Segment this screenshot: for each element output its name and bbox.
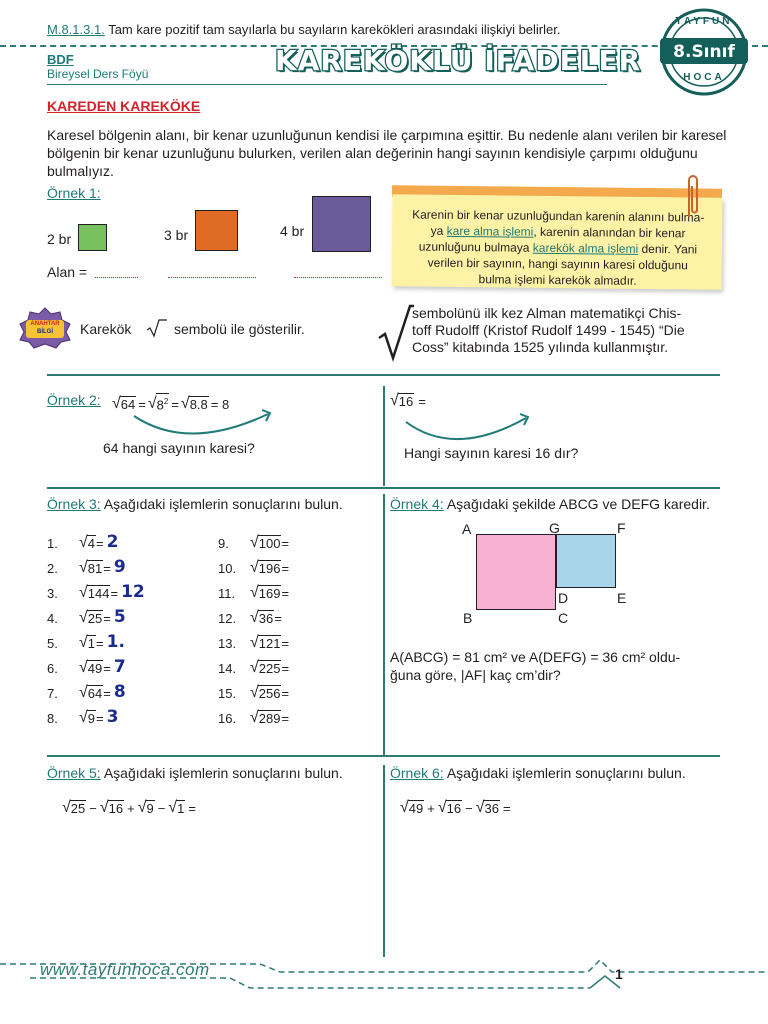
exercise-sqrt: √ 64 xyxy=(79,684,103,701)
point-e: E xyxy=(617,590,627,606)
answer-blank[interactable] xyxy=(282,610,322,626)
intro-paragraph: Karesel bölgenin alanı, bir kenar uzunluğunun kendisi ile çarpımına eşittir. Bu nedenle alanı verilen bir karesel bölgenin bir kenar uzunluğunu bulurken, verilen alan değerinin hangi sayının kendisiyle çarpımı olduğunu bulmalıyız. xyxy=(47,127,727,179)
divider-vertical-2 xyxy=(383,494,385,756)
handwritten-answer[interactable]: 9 xyxy=(113,557,126,577)
exercise-radicand: 4 xyxy=(87,536,96,551)
handwritten-answer[interactable]: 8 xyxy=(113,682,126,702)
karekok-alma-link: karekök alma işlemi xyxy=(532,240,639,256)
point-c: C xyxy=(558,610,569,626)
arc-arrow-icon xyxy=(400,410,534,446)
exercise-sqrt: √ 169 xyxy=(250,584,281,601)
example1-label: Örnek 1: xyxy=(47,185,101,201)
sqrt-8-squared: √ $8^2$ xyxy=(148,393,169,412)
point-g: G xyxy=(549,520,560,536)
answer-blank[interactable] xyxy=(289,635,329,651)
equals-sign: = xyxy=(281,586,290,601)
square2-label: 3 br xyxy=(164,227,189,243)
exercise-number: 3. xyxy=(47,586,58,601)
note-line-5: bulma işlemi karekök almadır. xyxy=(478,272,637,288)
exercise-number: 2. xyxy=(47,561,58,576)
sqrt-16: √ 16 xyxy=(437,799,462,816)
karekok-word: Karekök xyxy=(80,321,132,337)
equals-sign: = xyxy=(103,561,111,576)
note-box xyxy=(392,194,723,289)
exercise-radicand: 9 xyxy=(87,711,96,726)
equals-sign: = xyxy=(281,661,290,676)
paperclip-icon xyxy=(684,172,702,222)
exercise-number: 8. xyxy=(47,711,58,726)
exercise-sqrt: √ 225 xyxy=(250,659,281,676)
exercise-sqrt: √ 289 xyxy=(250,709,281,726)
outcome-line xyxy=(47,22,560,37)
equals-sign: = xyxy=(274,611,282,626)
handwritten-answer[interactable]: 3 xyxy=(106,707,119,727)
example5-label: Örnek 5: xyxy=(47,765,101,781)
exercise-row xyxy=(218,701,378,726)
exercise-number: 4. xyxy=(47,611,58,626)
exercise-row xyxy=(47,551,207,576)
outcome-text: Tam kare pozitif tam sayılarla bu sayıların karekökleri arasındaki ilişkiyi belirler. xyxy=(108,22,561,37)
answer-blank[interactable] xyxy=(289,660,329,676)
answer-line-1[interactable] xyxy=(95,276,138,278)
example2-result: = 8 xyxy=(210,397,230,413)
exercise-radicand: 49 xyxy=(87,661,103,676)
karekok-desc: sembolü ile gösterilir. xyxy=(174,321,305,337)
example3-heading xyxy=(47,496,343,512)
equals-sign: = xyxy=(103,611,111,626)
note-text-2b: , karenin alanından bir kenar xyxy=(533,224,686,241)
exercise-row xyxy=(218,626,378,651)
exercise-number: 10. xyxy=(218,561,237,576)
answer-blank[interactable] xyxy=(289,560,329,576)
exercise-sqrt: √ 9 xyxy=(79,709,96,726)
right2-equation: √ 16 = xyxy=(390,392,426,409)
history-line-1: sembolünü ilk kez Alman matematikçi Chis- xyxy=(412,305,682,321)
equals-sign: = xyxy=(103,686,111,701)
answer-blank[interactable] xyxy=(289,685,329,701)
exercise-number: 13. xyxy=(218,636,237,651)
large-sqrt-icon xyxy=(378,304,414,362)
square1-label: 2 br xyxy=(47,231,72,247)
anahtar-bilgi-badge xyxy=(16,306,74,350)
exercise-number: 16. xyxy=(218,711,237,726)
point-b: B xyxy=(463,610,473,626)
exercise-sqrt: √ 81 xyxy=(79,559,103,576)
header-underline xyxy=(47,84,607,85)
exercise-radicand: 1 xyxy=(87,636,96,651)
example4-text: Aşağıdaki şekilde ABCG ve DEFG karedir. xyxy=(446,496,710,512)
exercise-row xyxy=(218,551,378,576)
exercise-number: 1. xyxy=(47,536,58,551)
history-line-3: Coss” kitabında 1525 yılında kullanmıştır. xyxy=(412,339,669,355)
exercise-sqrt: √ 49 xyxy=(79,659,103,676)
example5-equation: √ 25 − √ 16 + √ 9 − √ 1 = xyxy=(62,799,196,816)
sqrt-8x8: √ 8.8 xyxy=(180,395,208,413)
footer-site[interactable]: www.tayfunhoca.com xyxy=(40,960,210,979)
example6-heading xyxy=(390,765,686,781)
key-info-icon xyxy=(16,306,74,350)
example2-question: 64 hangi sayının karesi? xyxy=(103,440,255,456)
equals-sign: = xyxy=(281,636,290,651)
exercise-number: 7. xyxy=(47,686,58,701)
exercise-radicand: 196 xyxy=(258,561,281,576)
example2-label: Örnek 2: xyxy=(47,392,101,408)
exercise-radicand: 36 xyxy=(258,611,274,626)
exercise-sqrt: √ 100 xyxy=(250,534,281,551)
exercise-sqrt: √ 256 xyxy=(250,684,281,701)
bdf-label: BDF xyxy=(47,52,74,67)
kare-alma-link: kare alma işlemi xyxy=(446,223,534,239)
exercise-radicand: 144 xyxy=(87,586,110,601)
equals-sign: = xyxy=(96,536,104,551)
example6-text: Aşağıdaki işlemlerin sonuçlarını bulun. xyxy=(446,765,686,781)
exercise-number: 5. xyxy=(47,636,58,651)
sqrt-49: √ 49 xyxy=(400,799,424,816)
sqrt-1: √ 1 xyxy=(168,799,185,816)
example2-equation: √ 64 = √ $8^2$ = √ 8.8 = 8 xyxy=(112,393,229,412)
equals-sign: = xyxy=(281,561,290,576)
answer-blank[interactable] xyxy=(289,535,329,551)
exercise-sqrt: √ 196 xyxy=(250,559,281,576)
badge-top-text: TAYFUN xyxy=(675,16,733,27)
exercise-row xyxy=(47,626,207,651)
anahtar-text: ANAHTAR xyxy=(30,321,60,327)
example6-label: Örnek 6: xyxy=(390,765,444,781)
exercise-radicand: 225 xyxy=(258,661,281,676)
exercise-row xyxy=(218,526,378,551)
note-line-4: verilen bir sayının, hangi sayının karesi olduğunu xyxy=(427,255,688,273)
equals-sign: = xyxy=(281,536,290,551)
bdf-subtitle: Bireysel Ders Föyü xyxy=(47,67,149,81)
handwritten-answer[interactable]: 5 xyxy=(113,607,126,627)
exercise-row xyxy=(218,601,378,626)
orange-square xyxy=(195,210,238,251)
note-text-3b: denir. Yani xyxy=(638,241,698,257)
exercise-radicand: 81 xyxy=(87,561,103,576)
exercise-sqrt: √ 25 xyxy=(79,609,103,626)
square-defg xyxy=(556,534,616,588)
equals-sign: = xyxy=(103,661,111,676)
equals-sign: = xyxy=(110,586,119,601)
answer-blank[interactable] xyxy=(289,710,329,726)
example3-right-list xyxy=(218,526,378,726)
sqrt-16: √ 16 xyxy=(99,799,124,816)
exercise-radicand: 25 xyxy=(87,611,103,626)
exercise-sqrt: √ 36 xyxy=(250,609,274,626)
answer-line-2[interactable] xyxy=(168,276,256,278)
answer-blank[interactable] xyxy=(289,585,329,601)
exercise-radicand: 100 xyxy=(258,536,281,551)
exercise-row xyxy=(218,676,378,701)
example4-label: Örnek 4: xyxy=(390,496,444,512)
exercise-number: 6. xyxy=(47,661,58,676)
answer-line-3[interactable] xyxy=(294,276,382,278)
point-d: D xyxy=(558,590,569,606)
divider-row-3 xyxy=(47,755,720,757)
handwritten-answer[interactable]: 7 xyxy=(113,657,126,677)
exercise-number: 15. xyxy=(218,686,237,701)
equals-sign: = xyxy=(96,711,104,726)
section-heading: KAREDEN KAREKÖKE xyxy=(47,98,201,114)
note-text-2a: ya xyxy=(430,223,447,238)
square3-label: 4 br xyxy=(280,223,305,239)
example6-equation: √ 49 + √ 16 − √ 36 = xyxy=(400,799,511,816)
outcome-code: M.8.1.3.1. xyxy=(47,22,105,37)
example4-question-1: A(ABCG) = 81 cm² ve A(DEFG) = 36 cm² oldu- xyxy=(390,649,681,665)
exercise-sqrt: √ 4 xyxy=(79,534,96,551)
exercise-row xyxy=(47,651,207,676)
sqrt-25: √ 25 xyxy=(62,799,86,816)
handwritten-answer[interactable]: 1. xyxy=(106,632,125,652)
divider-row-2 xyxy=(47,487,720,489)
divider-row-1 xyxy=(47,374,720,376)
purple-square xyxy=(312,196,371,252)
example5-text: Aşağıdaki işlemlerin sonuçlarını bulun. xyxy=(103,765,343,781)
exercise-row xyxy=(47,601,207,626)
badge-bottom-text: HOCA xyxy=(683,72,725,83)
note-text-3a: uzunluğunu bulmaya xyxy=(418,239,533,255)
exercise-number: 11. xyxy=(218,586,236,601)
exercise-sqrt: √ 121 xyxy=(250,634,281,651)
example3-left-list xyxy=(47,526,207,726)
sqrt-9: √ 9 xyxy=(137,799,154,816)
exercise-row xyxy=(47,526,207,551)
exercise-row xyxy=(47,676,207,701)
exercise-number: 12. xyxy=(218,611,237,626)
exercise-row xyxy=(218,651,378,676)
badge-grade-text: 8.Sınıf xyxy=(673,42,735,62)
point-f: F xyxy=(617,520,626,536)
example4-heading xyxy=(390,496,710,512)
sqrt-36: √ 36 xyxy=(475,799,499,816)
example4-question xyxy=(390,648,680,684)
exercise-row xyxy=(218,576,378,601)
exercise-row xyxy=(47,576,207,601)
sqrt-symbol-icon xyxy=(146,318,168,338)
alan-label: Alan = xyxy=(47,264,88,280)
page-title: KAREKÖKLÜ İFADELER xyxy=(275,44,642,77)
note-line-1: Karenin bir kenar uzunluğundan karenin alanını bulma- xyxy=(412,207,705,225)
history-line-2: toff Rudolff (Kristof Rudolf 1499 - 1545) “Die xyxy=(412,322,685,338)
example5-heading xyxy=(47,765,343,781)
equals-sign: = xyxy=(281,686,290,701)
exercise-radicand: 169 xyxy=(258,586,281,601)
exercise-sqrt: √ 1 xyxy=(79,634,96,651)
exercise-number: 14. xyxy=(218,661,237,676)
bilgi-text: BİLGİ xyxy=(37,329,53,335)
exercise-radicand: 256 xyxy=(258,686,281,701)
exercise-row xyxy=(47,701,207,726)
green-square xyxy=(78,224,107,251)
equals-sign: = xyxy=(96,636,104,651)
sqrt-64: √ 64 xyxy=(112,395,136,413)
sqrt-16: √ 16 xyxy=(390,392,414,409)
exercise-number: 9. xyxy=(218,536,229,551)
point-a: A xyxy=(462,521,472,537)
exercise-radicand: 64 xyxy=(87,686,103,701)
arc-arrow-icon xyxy=(128,406,280,442)
tayfun-hoca-badge xyxy=(654,6,754,98)
page-number: 1 xyxy=(615,966,623,982)
example4-question-2: ğuna göre, |AF| kaç cm’dir? xyxy=(390,667,561,683)
equals-sign: = xyxy=(281,711,290,726)
exercise-radicand: 121 xyxy=(258,636,281,651)
divider-vertical-3 xyxy=(383,765,385,957)
handwritten-answer[interactable]: 2 xyxy=(106,532,119,552)
handwritten-answer[interactable]: 12 xyxy=(121,582,145,602)
exercise-sqrt: √ 144 xyxy=(79,584,110,601)
history-text xyxy=(412,305,732,356)
example3-label: Örnek 3: xyxy=(47,496,101,512)
right2-question: Hangi sayının karesi 16 dır? xyxy=(404,445,579,461)
square-abcg xyxy=(476,534,556,610)
divider-vertical-1 xyxy=(383,386,385,486)
example3-text: Aşağıdaki işlemlerin sonuçlarını bulun. xyxy=(103,496,343,512)
exercise-radicand: 289 xyxy=(258,711,281,726)
